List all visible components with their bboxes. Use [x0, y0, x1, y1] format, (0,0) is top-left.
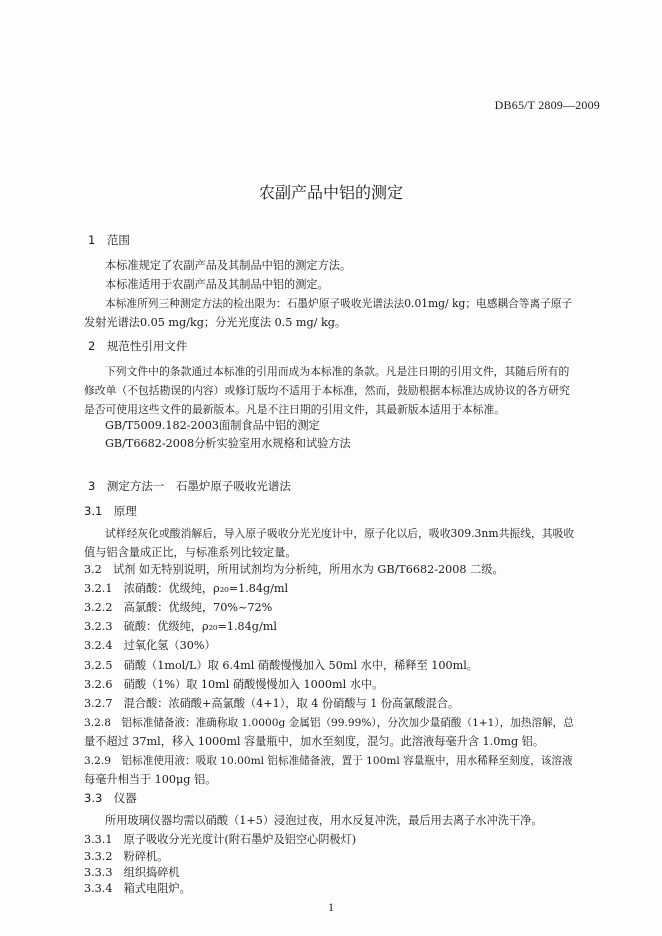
reagent-item: 量不超过 37ml，移入 1000ml 容量瓶中，加水至刻度，混匀。此溶液每毫升含 1.0mg 铝。: [84, 735, 545, 748]
section-1-paragraph: 发射光谱法0.05 mg/kg；分光光度法 0.5 mg/ kg。: [84, 316, 347, 329]
reagent-item: 3.2.4 过氧化氢（30%）: [84, 639, 216, 652]
section-1-paragraph: 本标准适用于农副产品及其制品中铝的测定。: [105, 278, 329, 291]
reagent-item: 3.2.1 浓硝酸：优级纯，ρ₂₀=1.84g/ml: [84, 582, 289, 595]
instrument-item: 3.3.4 箱式电阻炉。: [84, 882, 191, 895]
section-3-3-heading: 3.3 仪器: [84, 791, 137, 805]
reagent-item: 每毫升相当于 100μg 铝。: [84, 773, 217, 786]
paragraph-line: 试样经灰化或酸消解后，导入原子吸收分光光度计中，原子化以后，吸收309.3nm共振线，其吸收: [105, 527, 575, 540]
section-2-paragraph: 下列文件中的条款通过本标准的引用而成为本标准的条款。凡是注日期的引用文件，其随后所有的: [105, 365, 570, 378]
paragraph-line: 所用玻璃仪器均需以硝酸（1+5）浸泡过夜，用水反复冲洗，最后用去离子水冲洗干净。: [105, 814, 543, 827]
instrument-item: 3.3.1 原子吸收分光光度计(附石墨炉及铝空心阴极灯): [84, 833, 357, 846]
reference-item: GB/T5009.182-2003面制食品中铝的测定: [105, 419, 320, 432]
standard-code: DB65/T 2809—2009: [494, 98, 600, 112]
document-title: 农副产品中铝的测定: [258, 183, 403, 202]
section-2-paragraph: 是否可使用这些文件的最新版本。凡是不注日期的引用文件，其最新版本适用于本标准。: [84, 403, 506, 416]
reagent-item: 3.2.5 硝酸（1mol/L）取 6.4ml 硝酸慢慢加入 50ml 水中，稀释至 100ml。: [84, 659, 478, 672]
reagent-item: 3.2.6 硝酸（1%）取 10ml 硝酸慢慢加入 1000ml 水中。: [84, 678, 384, 691]
reagent-item: 3.2.9 铝标准使用液：吸取 10.00ml 铝标准储备液，置于 100ml 容量瓶中，用水稀释至刻度，该溶液: [84, 755, 573, 767]
section-1-paragraph: 本标准规定了农副产品及其制品中铝的测定方法。: [105, 259, 352, 272]
page-number: 1: [328, 900, 334, 914]
section-3-heading: 3 测定方法一 石墨炉原子吸收光谱法: [88, 479, 291, 493]
section-1-heading: 1 范围: [88, 233, 130, 247]
section-3-2-heading: 3.2 试剂 如无特别说明，所用试剂均为分析纯，所用水为 GB/T6682-2008 二级。: [84, 563, 504, 576]
section-1-paragraph: 本标准所列三种测定方法的检出限为：石墨炉原子吸收光谱法法0.01mg/ kg；电感耦合等离子原子: [105, 297, 573, 310]
instrument-item: 3.3.2 粉碎机。: [84, 850, 169, 863]
reagent-item: 3.2.7 混合酸：浓硝酸+高氯酸（4+1），取 4 份硝酸与 1 份高氯酸混合。: [84, 697, 460, 710]
reagent-item: 3.2.3 硫酸：优级纯，ρ₂₀=1.84g/ml: [84, 620, 277, 633]
reagent-item: 3.2.8 铝标准储备液：准确称取 1.0000g 金属铝（99.99%），分次加少量硝酸（1+1），加热溶解，总: [84, 717, 574, 729]
section-2-paragraph: 修改单（不包括勘误的内容）或修订版均不适用于本标准，然而，鼓励根据本标准达成协议的各方研究: [84, 384, 570, 397]
section-3-1-heading: 3.1 原理: [84, 504, 137, 518]
instrument-item: 3.3.3 组织捣碎机: [84, 866, 180, 879]
paragraph-line: 值与铝含量成正比，与标准系列比较定量。: [84, 546, 297, 559]
section-2-heading: 2 规范性引用文件: [88, 339, 188, 353]
reference-item: GB/T6682-2008分析实验室用水规格和试验方法: [105, 437, 351, 450]
reagent-item: 3.2.2 高氯酸：优级纯，70%~72%: [84, 601, 273, 614]
